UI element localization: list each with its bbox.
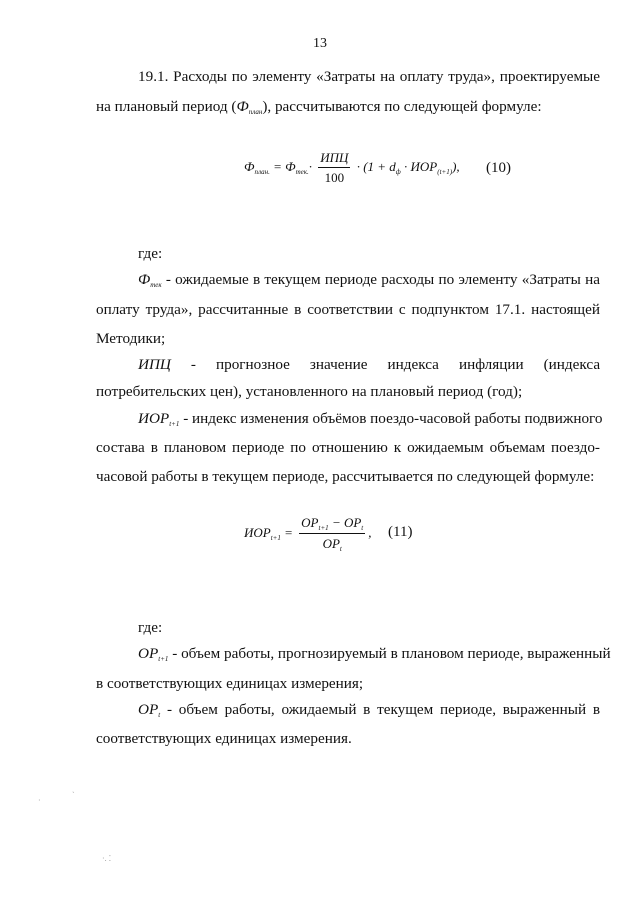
formula-10-fraction: $\frac{\text{ИПЦ}}{100}$ [320, 150, 349, 185]
where-label-2: где: [138, 619, 163, 636]
definition-ipc-line-2: потребительских цен), установленного на плановый период (год); [96, 383, 523, 400]
definition-f-tek-line-3: Методики; [96, 330, 166, 347]
definition-or-t-line-2: соответствующих единицах измерения. [96, 730, 352, 747]
definition-ior-line-1: $ИОР_{t+1}$ - индекс изменения объёмов поездо-часовой работы подвижного [138, 410, 603, 428]
formula-10: $Ф_{план.} = Ф_{тек.}\cdot$ $\frac{\text{ИПЦ}}{100}$ · $(1 + d_ф \cdot ИОР_{(t+1)})$, [244, 150, 460, 185]
scan-speck: · [38, 796, 41, 805]
formula-11-fraction: $\frac{ОР_{t+1} - ОР_t}{ОР_t}$ [301, 515, 364, 553]
definition-ipc-line-1: ИПЦ - прогнозное значение индекса инфляции (индекса [138, 356, 601, 373]
definition-or-t-line-1: $ОР_t$ - объем работы, ожидаемый в текущем периоде, выраженный в [138, 701, 600, 719]
page-number: 13 [313, 36, 327, 51]
definition-ior-line-2: состава в плановом периоде по отношению к ожидаемым объемам поездо- [96, 439, 600, 456]
scan-speck: ˏ [72, 784, 75, 793]
where-label-1: где: [138, 245, 163, 262]
paragraph-19-1-line-1: 19.1. Расходы по элементу «Затраты на оплату труда», проектируемые [138, 68, 600, 85]
paragraph-19-1-line-2: на плановый период $(Ф_{план})$, рассчитываются по следующей формуле: [96, 98, 542, 116]
formula-11: $ИОР_{t+1}$ = $\frac{ОР_{t+1} - ОР_t}{ОР_t}$ , [244, 515, 372, 553]
definition-or-t1-line-2: в соответствующих единицах измерения; [96, 675, 364, 692]
formula-10-number: (10) [486, 160, 511, 176]
definition-ior-line-3: часовой работы в текущем периоде, рассчитывается по следующей формуле: [96, 468, 595, 485]
scan-speck: ·. ⁚ [102, 854, 112, 863]
definition-f-tek-line-2: оплату труда», рассчитанные в соответствии с подпунктом 17.1. настоящей [96, 301, 600, 318]
definition-or-t1-line-1: $ОР_{t+1}$ - объем работы, прогнозируемый в плановом периоде, выраженный [138, 645, 611, 663]
formula-11-number: (11) [388, 524, 413, 540]
definition-f-tek-line-1: $Ф_{тек}$ - ожидаемые в текущем периоде расходы по элементу «Затраты на [138, 271, 600, 289]
